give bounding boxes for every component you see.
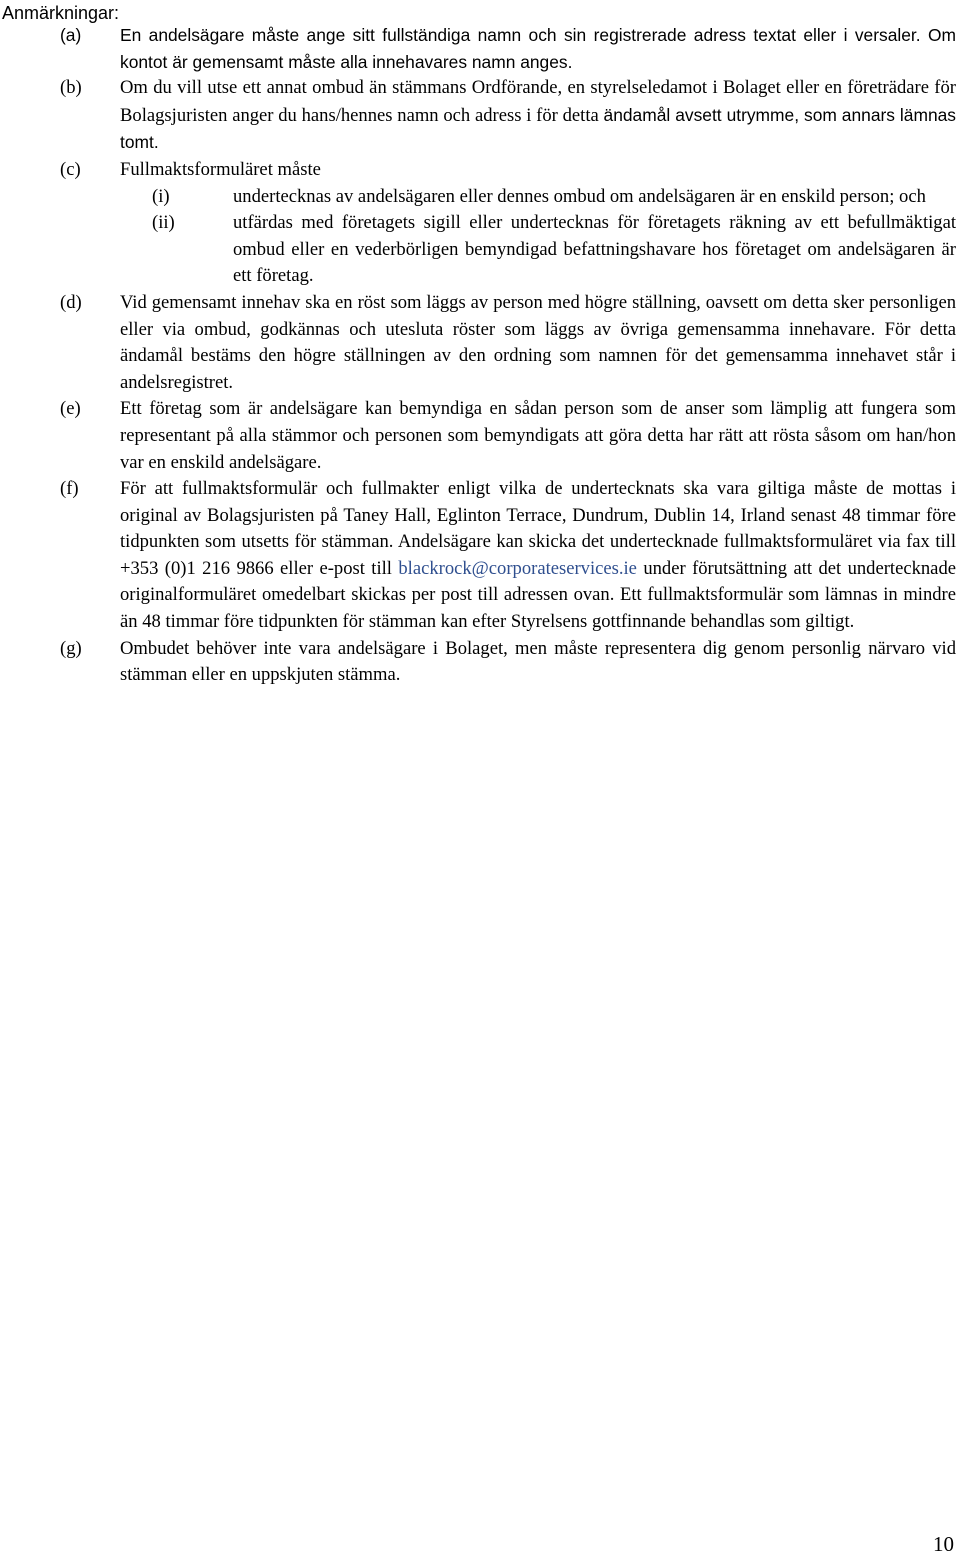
- note-a: [0, 22, 956, 75]
- note-text-part: Om du vill utse ett annat ombud än stämmans Ordförande, en styrelseledamot i Bolaget eller en företrädare för Bolagsjuristen anger du hans/hennes namn och adress i för detta: [120, 77, 956, 126]
- note-e: [0, 396, 956, 476]
- note-d: [0, 290, 956, 396]
- note-text: [120, 476, 956, 636]
- note-g: [0, 636, 956, 689]
- note-text-part: under förutsättning att det undertecknade originalformuläret omedelbart skickas per post till adressen ovan. Ett fullmaktsformulär som lämnas in mindre än 48 timmar före tidpunkten för stämman kan efter Styrelsens gottfinnande behandlas som giltigt.: [120, 557, 956, 633]
- email-link[interactable]: blackrock@corporateservices.ie: [398, 557, 637, 579]
- sub-note-text: undertecknas av andelsägaren eller dennes ombud om andelsägaren är en enskild person; och: [233, 185, 926, 207]
- page-number: 10: [933, 1532, 954, 1556]
- note-label: (a): [60, 25, 82, 45]
- sub-notes-list: [120, 184, 956, 290]
- notes-list: [0, 22, 956, 689]
- note-label: (f): [60, 478, 79, 500]
- note-c: [0, 157, 956, 290]
- note-text: Ett företag som är andelsägare kan bemyndiga en sådan person som de anser som lämplig att fungera som representant på alla stämmor och personen som bemyndigats att göra detta har rätt att rösta såsom om han/hon var en enskild andelsägare.: [120, 398, 956, 473]
- sub-note-label: (i): [152, 185, 170, 207]
- note-text: Fullmaktsformuläret måste: [120, 158, 321, 180]
- note-text: [120, 75, 956, 157]
- sub-note-text: utfärdas med företagets sigill eller undertecknas för företagets räkning av ett befullmäktigat ombud eller en vederbörligen bemyndigad befattningshavare hos företaget om andelsägaren är ett företag.: [233, 212, 956, 287]
- note-text-part: För att fullmaktsformulär och fullmakter enligt vilka de undertecknats ska vara giltiga måste de mottas i original av Bolagsjuristen på Taney Hall, Eglinton Terrace, Dundrum, Dublin 14, Irland senast 48 timmar före tidpunkten som utsetts för stämman. Andelsägare kan skicka det undertecknade fullmaktsformuläret via fax till +353 (0)1 216 9866 eller e-post till: [120, 478, 956, 579]
- note-b: [0, 75, 956, 157]
- note-label: (d): [60, 291, 82, 313]
- note-text-part: ändamål avsett utrymme, som annars lämnas tomt.: [120, 104, 956, 153]
- note-label: (b): [60, 77, 82, 99]
- sub-note-ii: [120, 210, 956, 290]
- note-f: [0, 476, 956, 636]
- note-label: (c): [60, 158, 81, 180]
- sub-note-i: [120, 184, 956, 211]
- note-label: (g): [60, 637, 82, 659]
- note-label: (e): [60, 398, 81, 420]
- sub-note-label: (ii): [152, 212, 175, 234]
- note-text: Ombudet behöver inte vara andelsägare i Bolaget, men måste representera dig genom personlig närvaro vid stämman eller en uppskjuten stämma.: [120, 637, 956, 686]
- note-text: Vid gemensamt innehav ska en röst som läggs av person med högre ställning, oavsett om detta sker personligen eller via ombud, godkännas och utesluta röster som läggs av övriga gemensamma innehavare. För detta ändamål bestäms den högre ställningen av den ordning som namnen för det gemensamma innehavet står i andelsregistret.: [120, 291, 956, 393]
- note-text: En andelsägare måste ange sitt fullständiga namn och sin registrerade adress textat eller i versaler. Om kontot är gemensamt måste alla innehavares namn anges.: [120, 25, 956, 72]
- notes-heading: Anmärkningar:: [2, 3, 120, 23]
